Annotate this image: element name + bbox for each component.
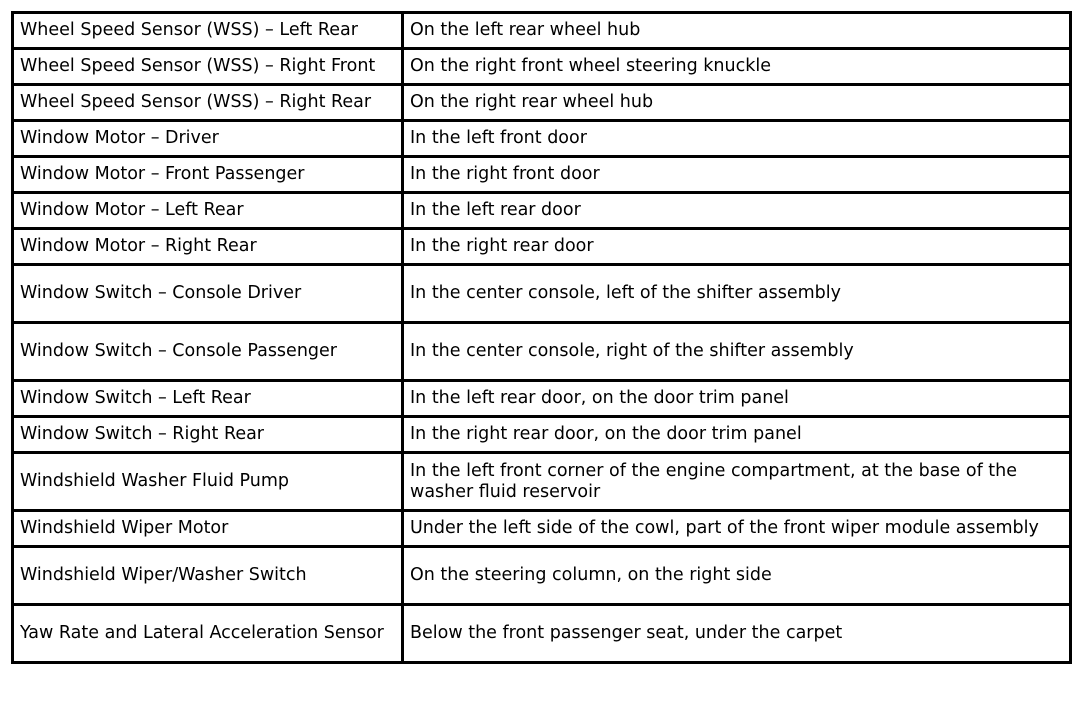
table-row bbox=[13, 417, 1071, 453]
component-cell: Window Switch – Right Rear bbox=[13, 417, 403, 453]
table-row bbox=[13, 121, 1071, 157]
location-cell: On the steering column, on the right side bbox=[403, 547, 1071, 605]
location-cell: In the right rear door, on the door trim panel bbox=[403, 417, 1071, 453]
location-cell: Under the left side of the cowl, part of the front wiper module assembly bbox=[403, 511, 1071, 547]
location-cell: In the left rear door bbox=[403, 193, 1071, 229]
table-row bbox=[13, 381, 1071, 417]
component-cell: Wheel Speed Sensor (WSS) – Right Rear bbox=[13, 85, 403, 121]
table-row bbox=[13, 229, 1071, 265]
component-cell: Wheel Speed Sensor (WSS) – Right Front bbox=[13, 49, 403, 85]
table-row bbox=[13, 605, 1071, 663]
table-row bbox=[13, 157, 1071, 193]
component-cell: Window Switch – Left Rear bbox=[13, 381, 403, 417]
table-row bbox=[13, 511, 1071, 547]
table-row bbox=[13, 323, 1071, 381]
location-cell: In the center console, left of the shifter assembly bbox=[403, 265, 1071, 323]
component-cell: Wheel Speed Sensor (WSS) – Left Rear bbox=[13, 13, 403, 49]
table-body bbox=[13, 13, 1071, 663]
component-cell: Windshield Wiper/Washer Switch bbox=[13, 547, 403, 605]
component-cell: Windshield Wiper Motor bbox=[13, 511, 403, 547]
location-cell: In the left rear door, on the door trim panel bbox=[403, 381, 1071, 417]
location-cell: On the left rear wheel hub bbox=[403, 13, 1071, 49]
component-cell: Window Motor – Driver bbox=[13, 121, 403, 157]
location-cell: In the left front corner of the engine compartment, at the base of the washer fluid reservoir bbox=[403, 453, 1071, 511]
table-row bbox=[13, 265, 1071, 323]
location-cell: Below the front passenger seat, under the carpet bbox=[403, 605, 1071, 663]
location-cell: In the left front door bbox=[403, 121, 1071, 157]
component-location-table bbox=[11, 11, 1072, 664]
table-row bbox=[13, 453, 1071, 511]
table-row bbox=[13, 85, 1071, 121]
component-cell: Window Motor – Front Passenger bbox=[13, 157, 403, 193]
component-cell: Yaw Rate and Lateral Acceleration Sensor bbox=[13, 605, 403, 663]
component-cell: Window Switch – Console Driver bbox=[13, 265, 403, 323]
location-cell: On the right front wheel steering knuckle bbox=[403, 49, 1071, 85]
location-cell: In the right rear door bbox=[403, 229, 1071, 265]
table-row bbox=[13, 49, 1071, 85]
table-row bbox=[13, 547, 1071, 605]
component-cell: Windshield Washer Fluid Pump bbox=[13, 453, 403, 511]
location-cell: On the right rear wheel hub bbox=[403, 85, 1071, 121]
table-row bbox=[13, 193, 1071, 229]
table-row bbox=[13, 13, 1071, 49]
component-cell: Window Motor – Left Rear bbox=[13, 193, 403, 229]
location-cell: In the center console, right of the shifter assembly bbox=[403, 323, 1071, 381]
location-cell: In the right front door bbox=[403, 157, 1071, 193]
component-cell: Window Switch – Console Passenger bbox=[13, 323, 403, 381]
component-cell: Window Motor – Right Rear bbox=[13, 229, 403, 265]
